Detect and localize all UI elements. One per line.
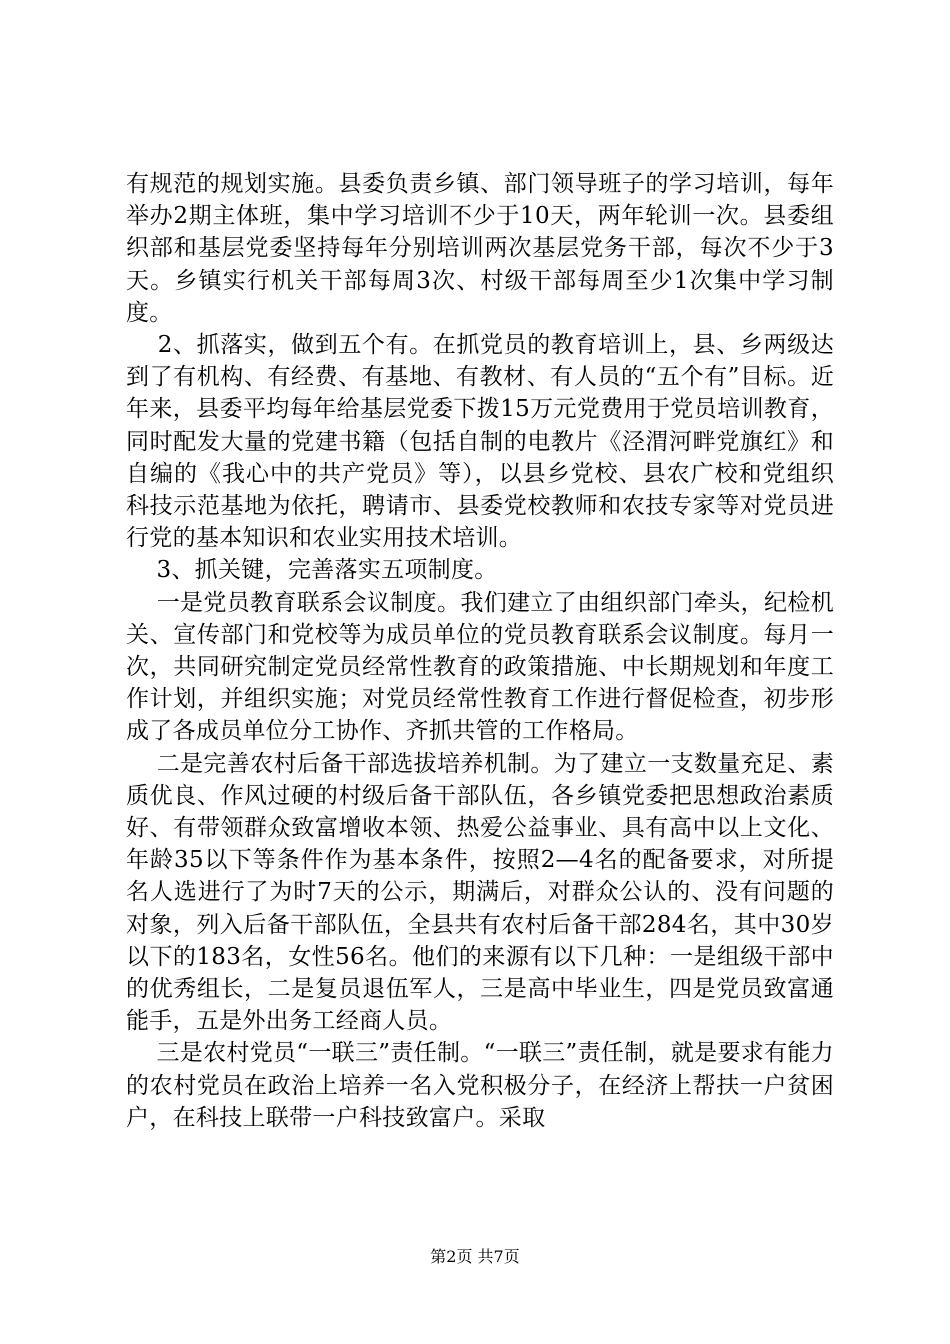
paragraph-one-links-three: 三是农村党员“一联三”责任制。“一联三”责任制，就是要求有能力的农村党员在政治上培养一名入党积极分子，在经济上帮扶一户贫困户，在科技上联带一户科技致富户。采取 — [126, 1040, 834, 1131]
paragraph-reserve-cadre-mechanism: 二是完善农村后备干部选拔培养机制。为了建立一支数量充足、素质优良、作风过硬的村级后备干部队伍，各乡镇党委把思想政治素质好、有带领群众致富增收本领、热爱公益事业、具有高中以上文化、年龄35以下等条件作为基本条件，按照2—4名的配备要求，对所提名人选进行了为时7天的公示，期满后，对群众公认的、没有问题的对象，列入后备干部队伍，全县共有农村后备干部284名，其中30岁以下的183名，女性56名。他们的来源有以下几种：一是组级干部中的优秀组长，二是复员退伍军人，三是高中毕业生，四是党员致富通能手，五是外出务工经商人员。 — [126, 750, 835, 1035]
paragraph-education-liaison-meeting: 一是党员教育联系会议制度。我们建立了由组织部门牵头，纪检机关、宣传部门和党校等为成员单位的党员教育联系会议制度。每月一次，共同研究制定党员经常性教育的政策措施、中长期规划和年度工作计划，并组织实施；对党员经常性教育工作进行督促检查，初步形成了各成员单位分工协作、齐抓共管的工作格局。 — [126, 589, 835, 745]
paragraph-five-systems-heading: 3、抓关键，完善落实五项制度。 — [126, 557, 498, 584]
page-footer: 第2页 共7页 — [430, 1247, 520, 1266]
paragraph-five-haves: 2、抓落实，做到五个有。在抓党员的教育培训上，县、乡两级达到了有机构、有经费、有基地、有教材、有人员的“五个有”目标。近年来，县委平均每年给基层党委下拨15万元党费用于党员培训教育，同时配发大量的党建书籍（包括自制的电教片《泾渭河畔党旗红》和自编的《我心中的共产党员》等），以县乡党校、县农广校和党组织科技示范基地为依托，聘请市、县委党校教师和农技专家等对党员进行党的基本知识和农业实用技术培训。 — [126, 332, 834, 552]
document-body — [126, 168, 834, 1134]
paragraph-training-plan: 有规范的规划实施。县委负责乡镇、部门领导班子的学习培训，每年举办2期主体班，集中学习培训不少于10天，两年轮训一次。县委组织部和基层党委坚持每年分别培训两次基层党务干部，每次不少于3天。乡镇实行机关干部每周3次、村级干部每周至少1次集中学习制度。 — [126, 171, 834, 326]
